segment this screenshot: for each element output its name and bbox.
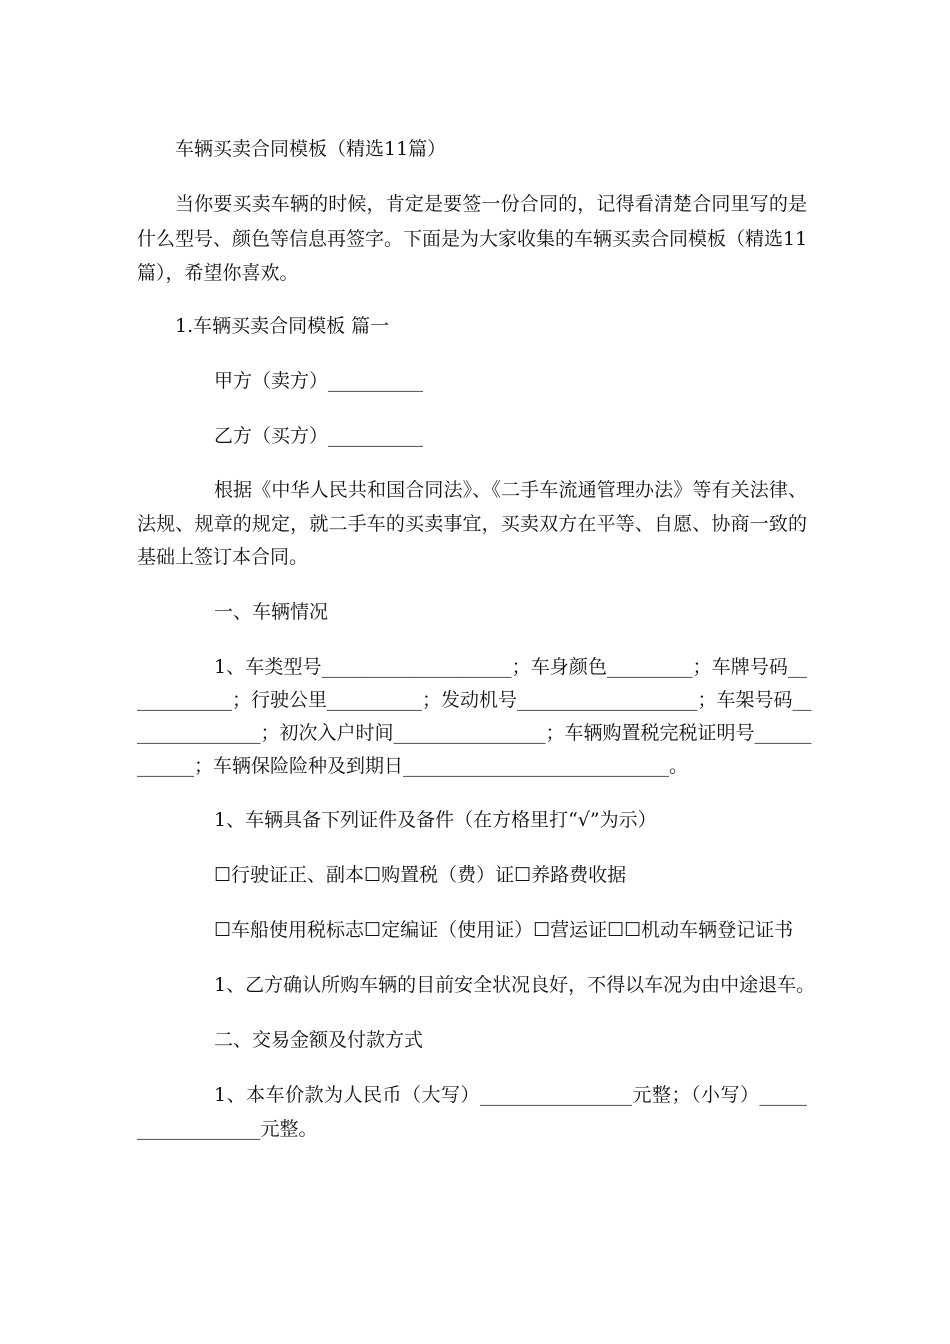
intro-line-3: 篇），希望你喜欢。 — [137, 262, 299, 284]
checklist-line-2: ☐车船使用税标志☐定编证（使用证）☐营运证☐☐机动车辆登记证书 — [214, 919, 794, 941]
basis-line-3: 基础上签订本合同。 — [137, 546, 309, 568]
intro-line-1: 当你要买卖车辆的时候，肯定是要签一份合同的，记得看清楚合同里写的是 — [175, 193, 807, 215]
vehicle-info-line-4: ______；车辆保险险种及到期日____________________________。 — [137, 755, 689, 777]
price-line-2: _____________元整。 — [137, 1118, 318, 1140]
basis-line-1: 根据《中华人民共和国合同法》、《二手车流通管理办法》等有关法律、 — [214, 479, 807, 501]
vehicle-info-line-1: 1、车类型号____________________；车身颜色_________；车牌号码__ — [214, 656, 807, 678]
party-b: 乙方（买方）__________ — [214, 425, 424, 447]
clause-two-heading: 二、交易金额及付款方式 — [214, 1029, 424, 1051]
basis-line-2: 法规、规章的规定，就二手车的买卖事宜，买卖双方在平等、自愿、协商一致的 — [137, 513, 807, 535]
price-line-1: 1、本车价款为人民币（大写）________________元整；（小写）_____ — [214, 1084, 807, 1106]
safety-confirmation: 1、乙方确认所购车辆的目前安全状况良好，不得以车况为由中途退车。 — [214, 974, 816, 996]
clause-one-heading: 一、车辆情况 — [214, 601, 329, 623]
document-title: 车辆买卖合同模板（精选11篇） — [175, 138, 447, 160]
documents-heading: 1、车辆具备下列证件及备件（在方格里打“√”为示） — [214, 809, 657, 831]
checklist-line-1: ☐行驶证正、副本☐购置税（费）证☐养路费收据 — [214, 864, 627, 886]
intro-line-2: 什么型号、颜色等信息再签字。下面是为大家收集的车辆买卖合同模板（精选11 — [137, 228, 808, 250]
section-heading: 1.车辆买卖合同模板 篇一 — [175, 315, 390, 337]
vehicle-info-line-3: _____________；初次入户时间________________；车辆购置税完税证明号______ — [137, 722, 812, 744]
vehicle-info-line-2: __________；行驶公里__________；发动机号___________________；车架号码__ — [137, 689, 812, 711]
party-a: 甲方（卖方）__________ — [214, 370, 424, 392]
